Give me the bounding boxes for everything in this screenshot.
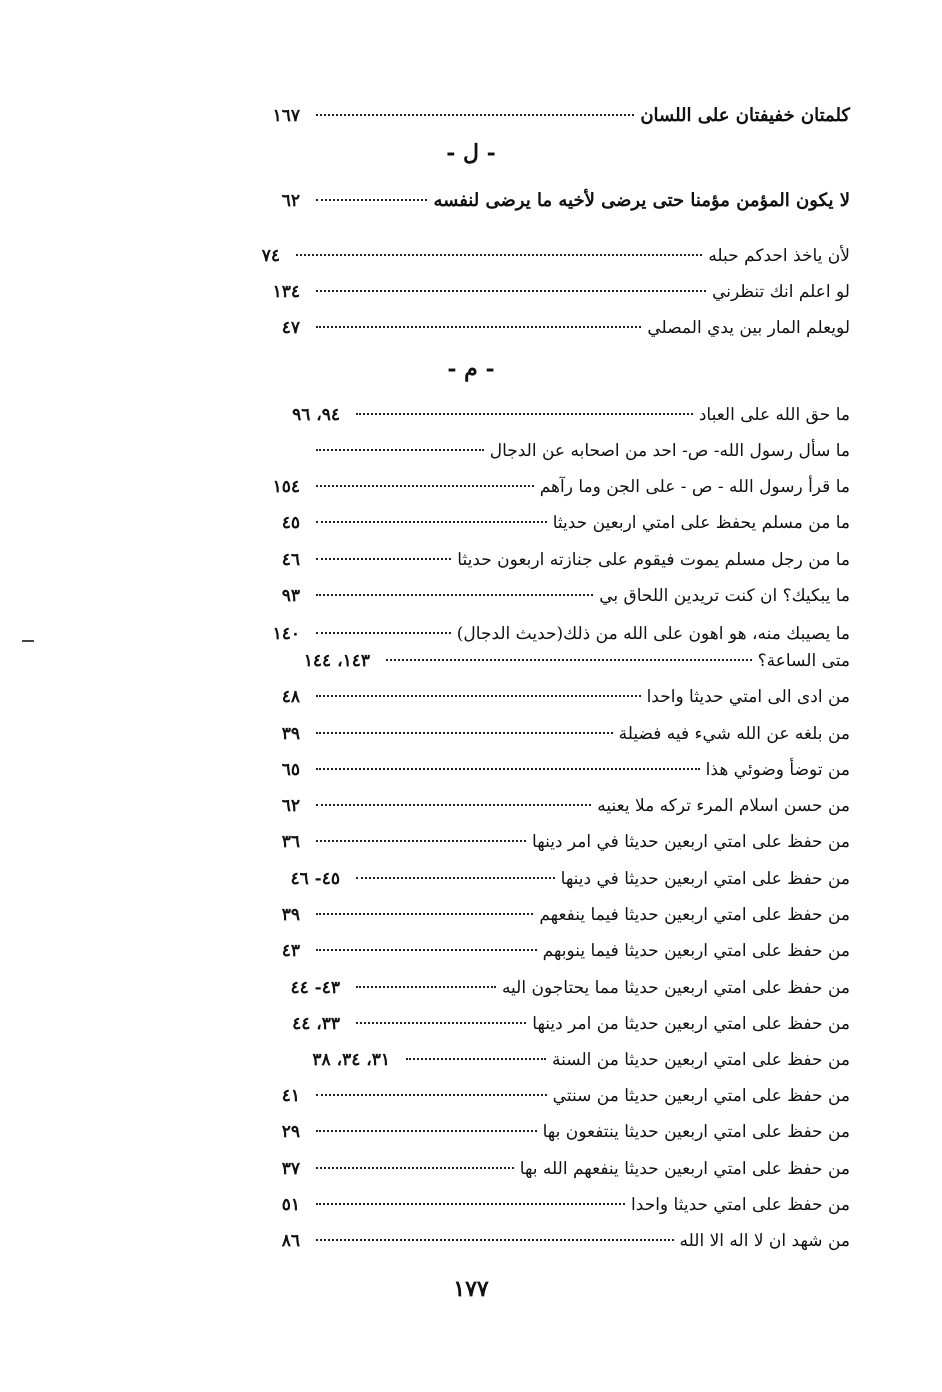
entry-text: ما سأل رسول الله- ص- احد من اصحابه عن الدجال: [489, 441, 850, 461]
entry-pages: ٤٣: [281, 941, 300, 961]
entry-text: من حفظ على امتي اربعين حديثا ينتفعون بها: [542, 1122, 850, 1142]
index-entry: [160, 472, 850, 502]
entry-text: من حفظ على امتي اربعين حديثا ينفعهم الله بها: [519, 1159, 850, 1179]
entry-text: من حفظ على امتي اربعين حديثا فيما ينفعهم: [539, 905, 850, 925]
dot-leader: [316, 520, 547, 523]
entry-text: من حفظ على امتي اربعين حديثا مما يحتاجون اليه: [501, 978, 850, 998]
index-entry: [160, 313, 850, 343]
index-entry: [160, 827, 850, 857]
entry-pages: ٥١: [281, 1195, 300, 1215]
dot-leader: [316, 557, 451, 560]
dot-leader: [316, 694, 641, 697]
index-entry: [160, 864, 850, 894]
dot-leader: [316, 948, 537, 951]
entry-pages: ٣٩: [281, 905, 300, 925]
entry-pages: ٤٨: [281, 687, 300, 707]
entry-text: ما يصيبك منه، هو اهون على الله من ذلك(حديث الدجال): [456, 624, 850, 644]
dot-leader: [356, 412, 693, 415]
index-entry: [160, 973, 850, 1003]
index-entry: [160, 508, 850, 538]
entry-pages: ٧٤: [261, 246, 280, 266]
entry-pages: ٦٥: [281, 760, 300, 780]
entry-pages: ٤٦: [281, 550, 300, 570]
entry-pages: ١٤٣، ١٤٤: [303, 651, 370, 671]
dot-leader: [316, 1238, 674, 1241]
index-entry: [160, 1154, 850, 1184]
entry-text: لأن ياخذ احدكم حبله: [708, 246, 850, 266]
entry-pages: ٣٧: [281, 1159, 300, 1179]
section-heading-mim: - م -: [447, 356, 495, 382]
entry-pages: ١٣٤: [272, 282, 300, 302]
entry-text: لويعلم المار بين يدي المصلي: [647, 318, 850, 338]
dot-leader: [316, 448, 484, 451]
index-entry: [160, 646, 850, 676]
entry-pages: ٦٢: [281, 796, 300, 816]
index-entry: [160, 436, 850, 466]
dot-leader: [296, 253, 702, 256]
entry-text: من حفظ على امتي اربعين حديثا من سنتي: [552, 1086, 850, 1106]
index-entry: [160, 400, 850, 430]
entry-text: من حفظ على امتي اربعين حديثا في دينها: [560, 869, 850, 889]
index-entry: [160, 545, 850, 575]
index-entry: [160, 581, 850, 611]
page-number: ١٧٧: [453, 1276, 489, 1302]
entry-text: من ادى الى امتي حديثا واحدا: [646, 687, 850, 707]
entry-text: ما يبكيك؟ ان كنت تريدين اللحاق بي: [599, 586, 850, 606]
index-entry: [160, 101, 850, 131]
index-entry: [160, 277, 850, 307]
dot-leader: [316, 1093, 547, 1096]
dot-leader: [316, 803, 591, 806]
entry-pages: ٣٦: [281, 832, 300, 852]
index-entry: [160, 1081, 850, 1111]
entry-pages: ٤٥: [281, 513, 300, 533]
entry-text: لو اعلم انك تنظرني: [712, 282, 850, 302]
entry-pages: ٣٣، ٤٤: [292, 1014, 340, 1034]
index-entry: [160, 186, 850, 216]
dot-leader: [316, 198, 427, 201]
index-entry: [160, 719, 850, 749]
entry-text: من حفظ على امتي اربعين حديثا من امر دينها: [532, 1014, 850, 1034]
entry-pages: ٤٥- ٤٦: [290, 869, 340, 889]
dot-leader: [356, 1021, 526, 1024]
index-entry: [160, 1226, 850, 1256]
index-entry: [160, 791, 850, 821]
index-entry: [160, 619, 850, 649]
entry-pages: ٢٩: [281, 1122, 300, 1142]
entry-text: من حفظ على امتي حديثا واحدا: [631, 1195, 850, 1215]
entry-text: كلمتان خفيفتان على اللسان: [640, 105, 850, 126]
dot-leader: [386, 658, 752, 661]
entry-text: ما قرأ رسول الله - ص - على الجن وما رآهم: [539, 477, 850, 497]
entry-pages: ٣١، ٣٤، ٣٨: [312, 1050, 390, 1070]
entry-pages: ١٥٤: [272, 477, 300, 497]
dot-leader: [356, 985, 496, 988]
section-heading-lam: - ل -: [446, 140, 496, 166]
entry-text: من حفظ على امتي اربعين حديثا من السنة: [552, 1050, 850, 1070]
index-entry: [160, 241, 850, 271]
dot-leader: [316, 1202, 625, 1205]
dot-leader: [316, 912, 533, 915]
entry-text: متى الساعة؟: [757, 651, 850, 671]
entry-text: لا يكون المؤمن مؤمنا حتى يرضى لأخيه ما يرضى لنفسه: [433, 190, 850, 211]
index-entry: [160, 1009, 850, 1039]
entry-text: من بلغه عن الله شيء فيه فضيلة: [618, 724, 850, 744]
index-entry: [160, 1117, 850, 1147]
entry-pages: ٣٩: [281, 724, 300, 744]
dot-leader: [316, 1129, 537, 1132]
entry-pages: ٤٧: [281, 318, 300, 338]
entry-pages: ٨٦: [281, 1231, 300, 1251]
dot-leader: [316, 839, 526, 842]
entry-pages: ٩٣: [281, 586, 300, 606]
entry-text: من حفظ على امتي اربعين حديثا فيما ينوبهم: [542, 941, 850, 961]
dot-leader: [316, 1166, 514, 1169]
entry-pages: ١٦٧: [272, 106, 300, 126]
dot-leader: [316, 731, 613, 734]
entry-pages: ٤١: [281, 1086, 300, 1106]
dot-leader: [356, 876, 555, 879]
index-entry: [160, 936, 850, 966]
dot-leader: [316, 113, 634, 116]
entry-pages: ٦٢: [281, 191, 300, 211]
dot-leader: [316, 325, 641, 328]
margin-mark: [22, 640, 34, 642]
entry-pages: ١٤٠: [272, 624, 300, 644]
index-entry: [160, 682, 850, 712]
entry-text: ما حق الله على العباد: [698, 405, 850, 425]
entry-text: ما من رجل مسلم يموت فيقوم على جنازته اربعون حديثا: [457, 550, 850, 570]
entry-pages: ٩٤، ٩٦: [292, 405, 340, 425]
dot-leader: [316, 289, 706, 292]
dot-leader: [316, 484, 534, 487]
entry-text: من حسن اسلام المرء تركه ملا يعنيه: [597, 796, 850, 816]
index-entry: [160, 1190, 850, 1220]
entry-pages: ٤٣- ٤٤: [290, 978, 340, 998]
dot-leader: [316, 631, 451, 634]
dot-leader: [406, 1057, 546, 1060]
dot-leader: [316, 767, 700, 770]
index-entry: [160, 900, 850, 930]
entry-text: من حفظ على امتي اربعين حديثا في امر دينها: [532, 832, 850, 852]
index-entry: [160, 755, 850, 785]
entry-text: من توضأ وضوئي هذا: [705, 760, 850, 780]
entry-text: ما من مسلم يحفظ على امتي اربعين حديثا: [552, 513, 850, 533]
dot-leader: [316, 593, 593, 596]
entry-text: من شهد ان لا اله الا الله: [679, 1231, 850, 1251]
index-entry: [160, 1045, 850, 1075]
